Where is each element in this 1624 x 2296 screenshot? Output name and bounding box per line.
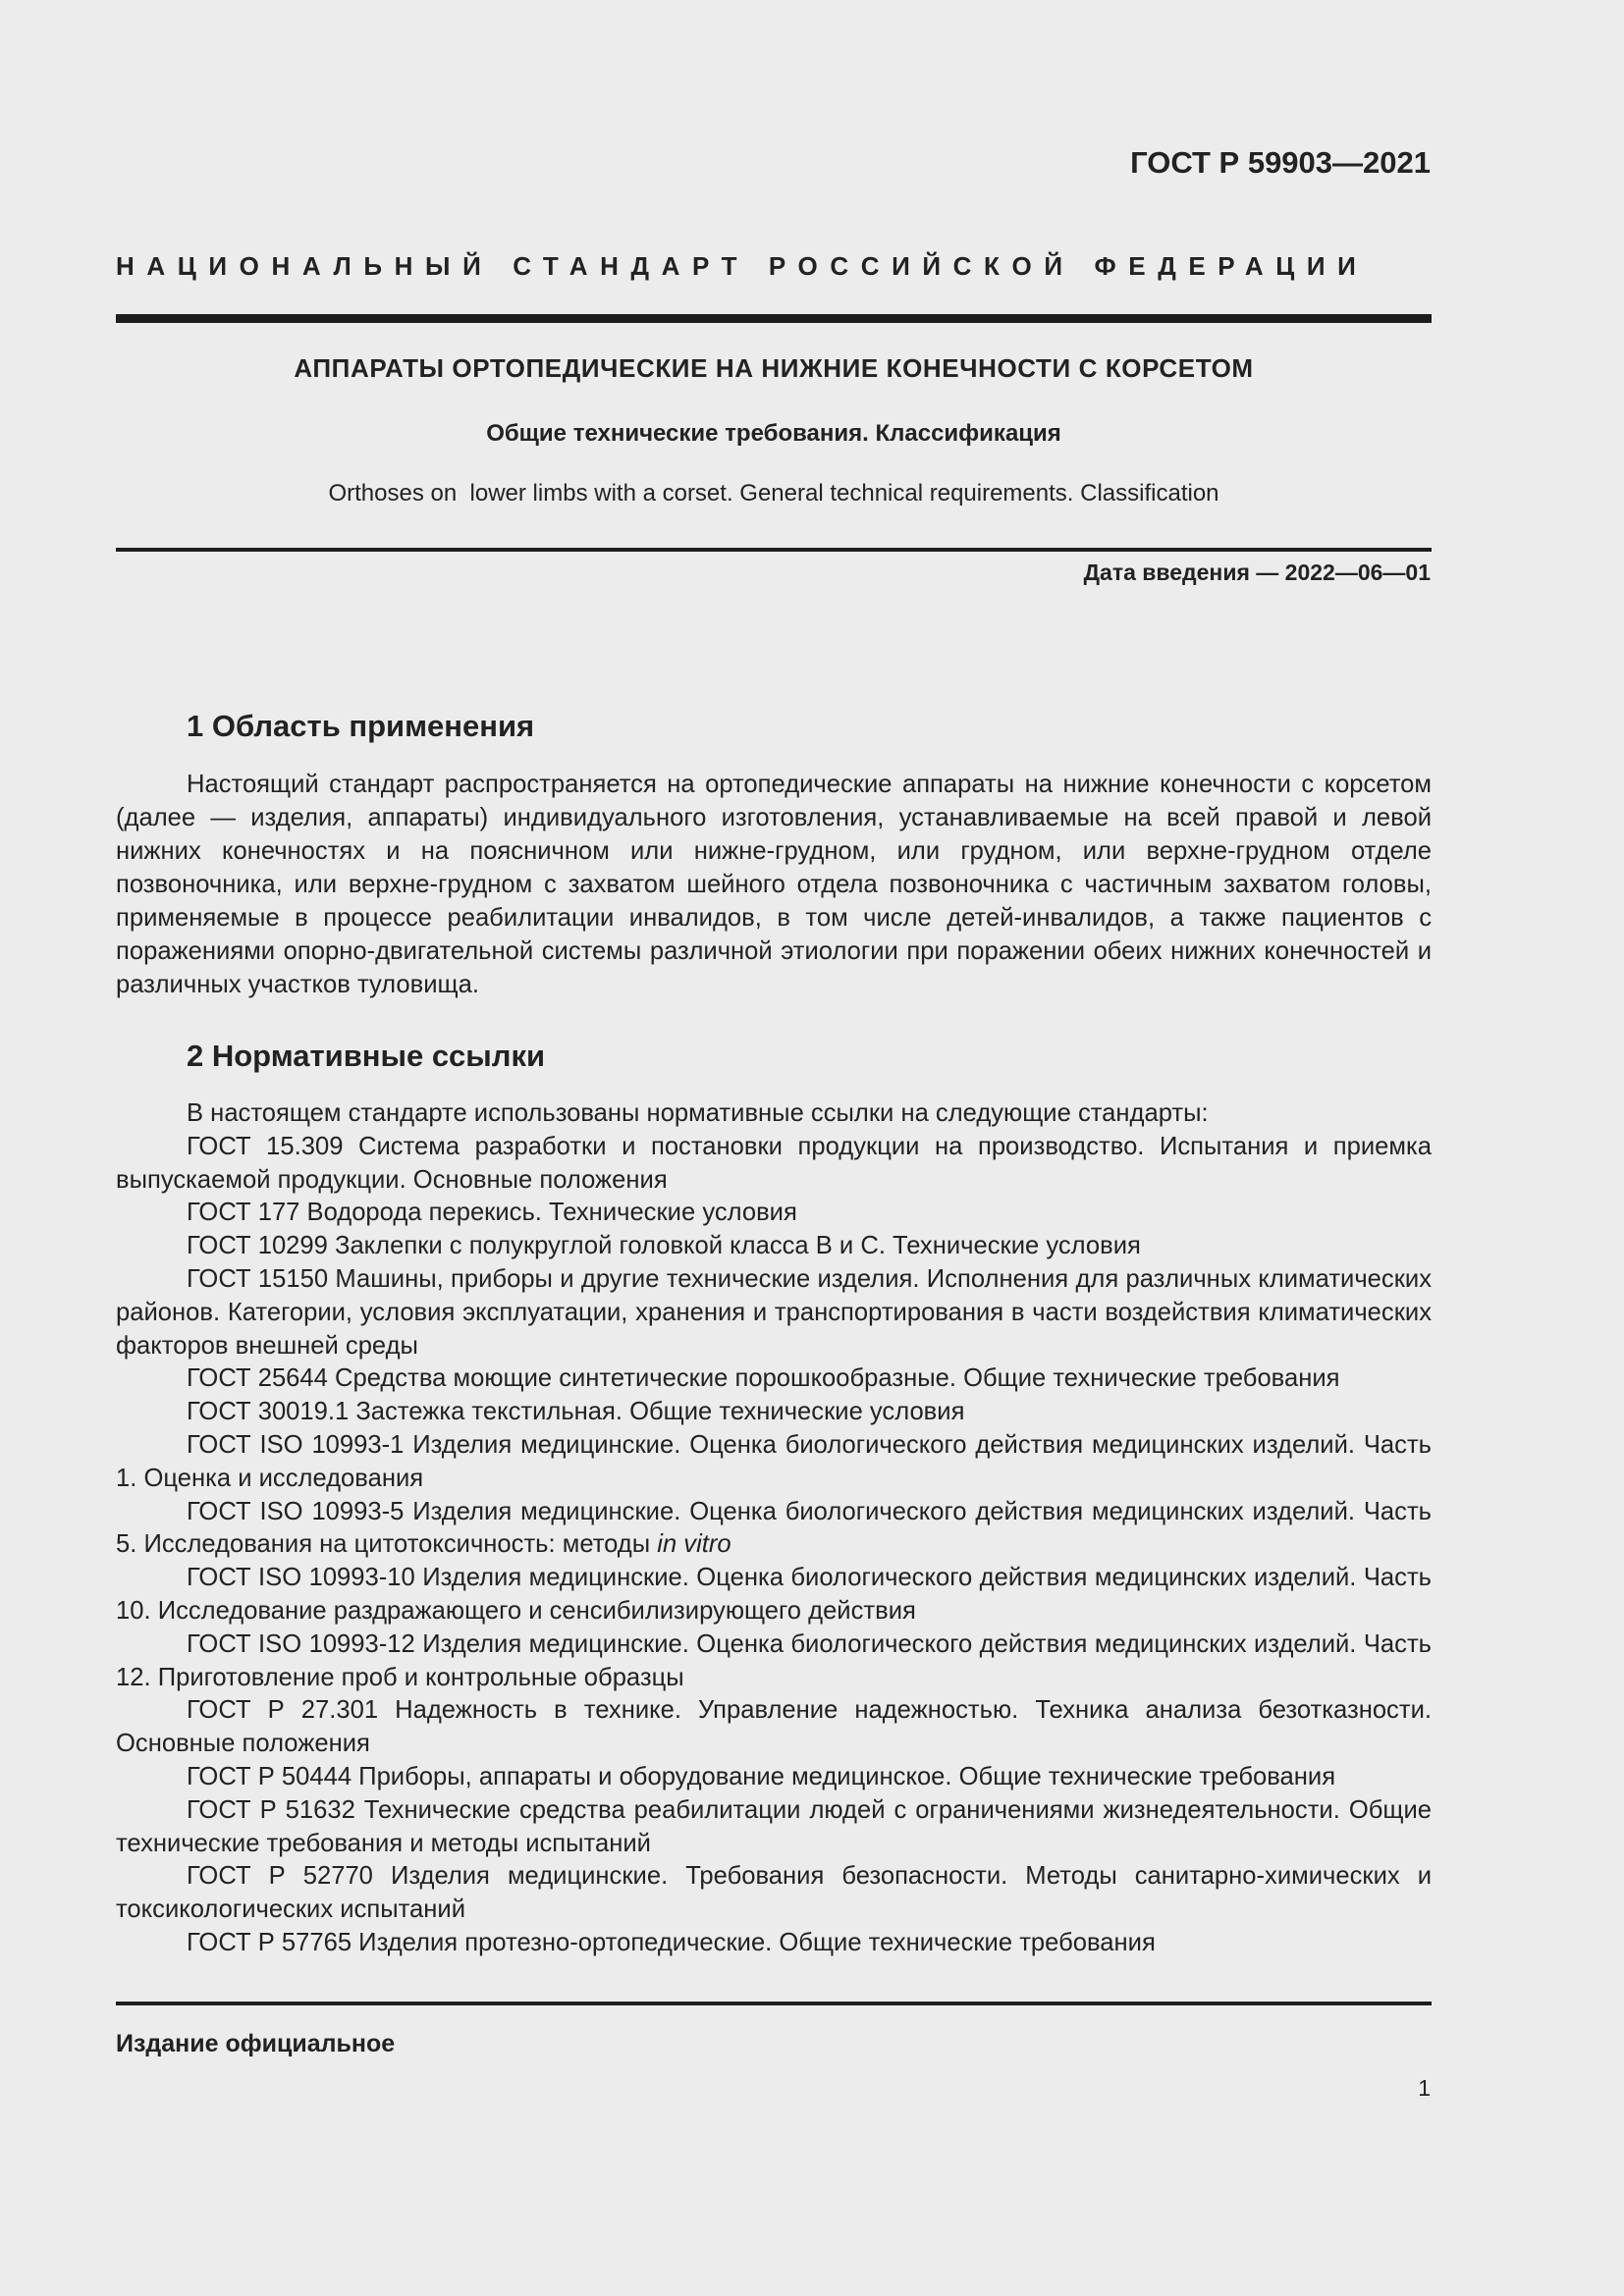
reference-item: ГОСТ Р 27.301 Надежность в технике. Управление надежностью. Техника анализа безотказности. Основные положения xyxy=(116,1696,1432,1758)
reference-item: ГОСТ ISO 10993-1 Изделия медицинские. Оценка биологического действия медицинских изделий. Часть 1. Оценка и исследования xyxy=(116,1430,1432,1492)
reference-item: ГОСТ ISO 10993-10 Изделия медицинские. Оценка биологического действия медицинских изделий. Часть 10. Исследование раздражающего и сенсибилизирующего действия xyxy=(116,1564,1432,1625)
section-heading: 2 Нормативные ссылки xyxy=(187,1039,546,1073)
reference-item xyxy=(116,1496,1432,1563)
section-scope xyxy=(116,709,1432,744)
document-title: АППАРАТЫ ОРТОПЕДИЧЕСКИЕ НА НИЖНИЕ КОНЕЧНОСТИ С КОРСЕТОМ xyxy=(294,353,1254,383)
national-standard-banner: НАЦИОНАЛЬНЫЙ СТАНДАРТ РОССИЙСКОЙ ФЕДЕРАЦИИ xyxy=(116,251,1369,281)
document-code: ГОСТ Р 59903—2021 xyxy=(1130,145,1431,180)
references-list xyxy=(116,1097,1432,1960)
section-heading: 1 Область применения xyxy=(187,709,535,743)
references-intro: В настоящем стандарте использованы нормативные ссылки на следующие стандарты: xyxy=(187,1099,1209,1127)
reference-item: ГОСТ ISO 10993-12 Изделия медицинские. Оценка биологического действия медицинских изделий. Часть 12. Приготовление проб и контрольные образцы xyxy=(116,1629,1432,1691)
reference-item: ГОСТ 10299 Заклепки с полукруглой головкой класса В и С. Технические условия xyxy=(187,1232,1141,1260)
reference-item: ГОСТ 30019.1 Застежка текстильная. Общие технические условия xyxy=(187,1398,965,1426)
reference-text: ГОСТ ISO 10993-5 Изделия медицинские. Оценка биологического действия медицинских изделий. Часть 5. Исследования на цитотоксичность: методы xyxy=(116,1497,1432,1559)
reference-item: ГОСТ 15150 Машины, приборы и другие технические изделия. Исполнения для различных климатических районов. Категории, условия эксплуатации, хранения и транспортирования в части воздействия климатических факторов внешней среды xyxy=(116,1264,1432,1360)
reference-item: ГОСТ Р 57765 Изделия протезно-ортопедические. Общие технические требования xyxy=(187,1928,1156,1956)
reference-item: ГОСТ Р 52770 Изделия медицинские. Требования безопасности. Методы санитарно-химических и токсикологических испытаний xyxy=(116,1862,1432,1924)
document-subtitle: Общие технические требования. Классификация xyxy=(486,420,1061,447)
reference-italic-term: in vitro xyxy=(657,1530,731,1559)
reference-item: ГОСТ 15.309 Система разработки и постановки продукции на производство. Испытания и приемка выпускаемой продукции. Основные положения xyxy=(116,1132,1432,1194)
introduction-date: Дата введения — 2022—06—01 xyxy=(1083,560,1431,585)
section-references xyxy=(116,1039,1432,1074)
reference-item: ГОСТ Р 51632 Технические средства реабилитации людей с ограничениями жизнедеятельности. Общие технические требования и методы испытаний xyxy=(116,1795,1432,1857)
reference-item: ГОСТ Р 50444 Приборы, аппараты и оборудование медицинское. Общие технические требования xyxy=(187,1762,1336,1790)
section-scope-body xyxy=(116,768,1432,1001)
title-rule xyxy=(116,548,1432,552)
footer-rule xyxy=(116,2002,1432,2005)
page-number: 1 xyxy=(1418,2075,1431,2101)
scope-paragraph: Настоящий стандарт распространяется на ортопедические аппараты на нижние конечности с корсетом (далее — изделия, аппараты) индивидуального изготовления, устанавливаемые на всей правой и левой нижних конечностях и на поясничном или нижне-грудном, или грудном, или верхне-грудном отделе позвоночника, или верхне-грудном с захватом шейного отдела позвоночника с частичным захватом головы, применяемые в процессе реабилитации инвалидов, в том числе детей-инвалидов, а также пациентов с поражениями опорно-двигательной системы различной этиологии при поражении обеих нижних конечностей и различных участков туловища. xyxy=(116,771,1432,998)
header-rule xyxy=(116,314,1432,323)
reference-item: ГОСТ 177 Водорода перекись. Технические условия xyxy=(187,1199,797,1227)
english-title: Orthoses on lower limbs with a corset. General technical requirements. Classification xyxy=(328,480,1219,507)
official-edition-label: Издание официальное xyxy=(116,2030,396,2057)
reference-item: ГОСТ 25644 Средства моющие синтетические порошкообразные. Общие технические требования xyxy=(187,1364,1340,1393)
